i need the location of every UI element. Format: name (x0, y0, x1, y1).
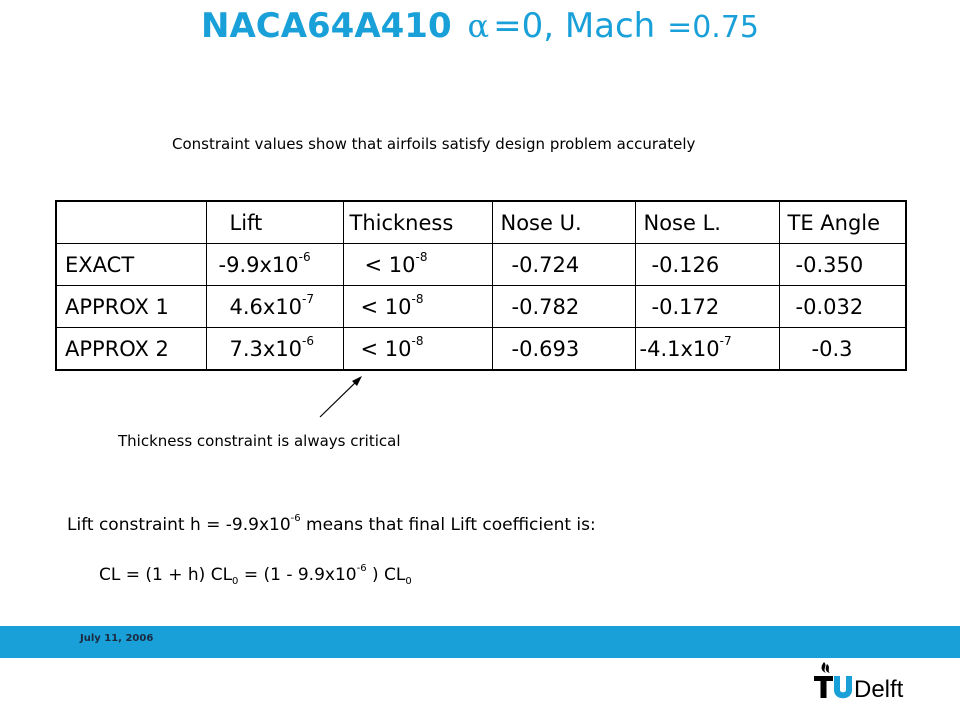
cell-nose-upper: -0.782 (492, 286, 635, 328)
cell-te-angle: -0.032 (779, 286, 906, 328)
header-empty (56, 201, 206, 244)
title-alpha-mach: =0, Mach (493, 6, 656, 46)
svg-text:Delft: Delft (854, 676, 904, 700)
cell-lift: $-9.9x10^{-6}$ (206, 244, 343, 286)
cell-lift: $4.6x10^{-7}$ (206, 286, 343, 328)
alpha-symbol: α (467, 7, 490, 45)
table-header-row (56, 201, 906, 244)
cell-nose-upper: -0.693 (492, 328, 635, 371)
cell-thickness: < $10^{-8}$ (343, 286, 492, 328)
constraint-table (55, 200, 907, 371)
header-nose-lower: Nose L. (635, 201, 779, 244)
header-thickness: Thickness (343, 201, 492, 244)
cell-thickness: < $10^{-8}$ (343, 328, 492, 371)
subtitle: Constraint values show that airfoils satisfy design problem accurately (172, 135, 696, 153)
tu-delft-logo (812, 660, 912, 700)
row-label: APPROX 2 (56, 328, 206, 371)
table-row (56, 328, 906, 371)
table-row (56, 244, 906, 286)
cell-nose-lower: $-4.1x10^{-7}$ (635, 328, 779, 371)
table-row (56, 286, 906, 328)
cell-thickness: < $10^{-8}$ (343, 244, 492, 286)
cell-te-angle: -0.350 (779, 244, 906, 286)
cl-formula: CL = (1 + h) $CL_0 = (1 - 9.9x10^{-6}$ ) $CL_0$ (99, 563, 412, 587)
header-te-angle: TE Angle (779, 201, 906, 244)
cell-nose-upper: -0.724 (492, 244, 635, 286)
title-mach-value: =0.75 (667, 10, 760, 45)
lift-constraint-text: Lift constraint $h = -9.9x10^{-6}$ means that final Lift coefficient is: (67, 513, 596, 535)
cell-lift: $7.3x10^{-6}$ (206, 328, 343, 371)
cell-te-angle: -0.3 (779, 328, 906, 371)
thickness-note: Thickness constraint is always critical (118, 432, 401, 450)
title-airfoil: NACA64A410 (200, 6, 452, 46)
header-lift: Lift (206, 201, 343, 244)
header-nose-upper: Nose U. (492, 201, 635, 244)
row-label: EXACT (56, 244, 206, 286)
cell-nose-lower: -0.126 (635, 244, 779, 286)
slide-title (0, 6, 960, 46)
cell-nose-lower: -0.172 (635, 286, 779, 328)
footer-date: July 11, 2006 (80, 633, 154, 644)
pointer-arrow-icon (318, 375, 368, 420)
row-label: APPROX 1 (56, 286, 206, 328)
